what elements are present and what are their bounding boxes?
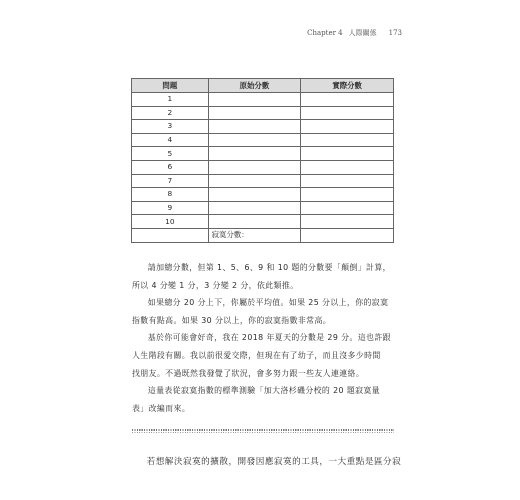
paragraph-line: 基於你可能會好奇，我在 2018 年夏天的分數是 29 分。這也許跟 (147, 333, 391, 343)
paragraph-line: 找朋友。不過既然我發覺了狀況，會多努力跟一些友人連連絡。 (132, 368, 365, 378)
total-blank-cell (132, 228, 209, 242)
table-row (132, 174, 394, 188)
raw-score-cell[interactable] (208, 188, 301, 202)
actual-score-cell[interactable] (301, 133, 394, 147)
question-number: 6 (132, 160, 209, 174)
question-number: 9 (132, 201, 209, 215)
paragraph-line: 表」改編而來。 (132, 403, 191, 413)
loneliness-score-label: 寂寞分數： (208, 228, 301, 242)
next-paragraph: 若想解決寂寞的擴散，開發因應寂寞的工具，一大重點是區分寂 (146, 457, 402, 467)
raw-score-cell[interactable] (208, 106, 301, 120)
raw-score-cell[interactable] (208, 215, 301, 229)
section-divider-lower (132, 432, 394, 433)
question-number: 10 (132, 215, 209, 229)
actual-score-cell[interactable] (301, 174, 394, 188)
table-row (132, 120, 394, 134)
header-actual-score: 實際分數 (301, 79, 394, 93)
table-row (132, 160, 394, 174)
question-number: 3 (132, 120, 209, 134)
actual-score-cell[interactable] (301, 160, 394, 174)
raw-score-cell[interactable] (208, 201, 301, 215)
table-row (132, 215, 394, 229)
actual-score-cell[interactable] (301, 147, 394, 161)
raw-score-cell[interactable] (208, 93, 301, 107)
running-head (307, 28, 402, 38)
question-number: 4 (132, 133, 209, 147)
raw-score-cell[interactable] (208, 174, 301, 188)
raw-score-cell[interactable] (208, 147, 301, 161)
table-header-row (132, 79, 394, 93)
body-text (132, 259, 394, 417)
table-row (132, 147, 394, 161)
question-number: 5 (132, 147, 209, 161)
table-row (132, 188, 394, 202)
section-title: 人際關係 (348, 29, 377, 37)
paragraph-line: 請加總分數，但第 1、5、6、9 和 10 題的分數要「顛倒」計算， (147, 263, 391, 272)
page-number: 173 (388, 29, 402, 37)
paragraph-line: 這量表從寂寞指數的標準測驗「加大洛杉磯分校的 20 題寂寞量 (147, 386, 381, 396)
table-row (132, 93, 394, 107)
raw-score-cell[interactable] (208, 120, 301, 134)
question-number: 2 (132, 106, 209, 120)
table-row (132, 201, 394, 215)
raw-score-cell[interactable] (208, 133, 301, 147)
question-number: 8 (132, 188, 209, 202)
actual-score-cell[interactable] (301, 201, 394, 215)
actual-score-cell[interactable] (301, 106, 394, 120)
loneliness-score-cell[interactable] (301, 228, 394, 242)
actual-score-cell[interactable] (301, 215, 394, 229)
paragraph-line: 如果總分 20 分上下，你屬於平均值。如果 25 分以上，你的寂寞 (147, 298, 389, 308)
actual-score-cell[interactable] (301, 93, 394, 107)
header-raw-score: 原始分數 (208, 79, 301, 93)
question-number: 1 (132, 93, 209, 107)
chapter-label: Chapter 4 (307, 29, 343, 37)
section-divider (132, 429, 394, 431)
paragraph-line: 人生階段有關。我以前很愛交際，但現在有了幼子，而且沒多少時間 (132, 350, 381, 360)
question-number: 7 (132, 174, 209, 188)
score-table (131, 78, 394, 243)
paragraph-line: 所以 4 分變 1 分，3 分變 2 分，依此類推。 (132, 280, 299, 290)
table-row (132, 106, 394, 120)
total-row (132, 228, 394, 242)
table-row (132, 133, 394, 147)
header-question: 問題 (132, 79, 209, 93)
paragraph-line: 指數有點高。如果 30 分以上，你的寂寞指數非常高。 (132, 315, 332, 325)
actual-score-cell[interactable] (301, 120, 394, 134)
raw-score-cell[interactable] (208, 160, 301, 174)
actual-score-cell[interactable] (301, 188, 394, 202)
